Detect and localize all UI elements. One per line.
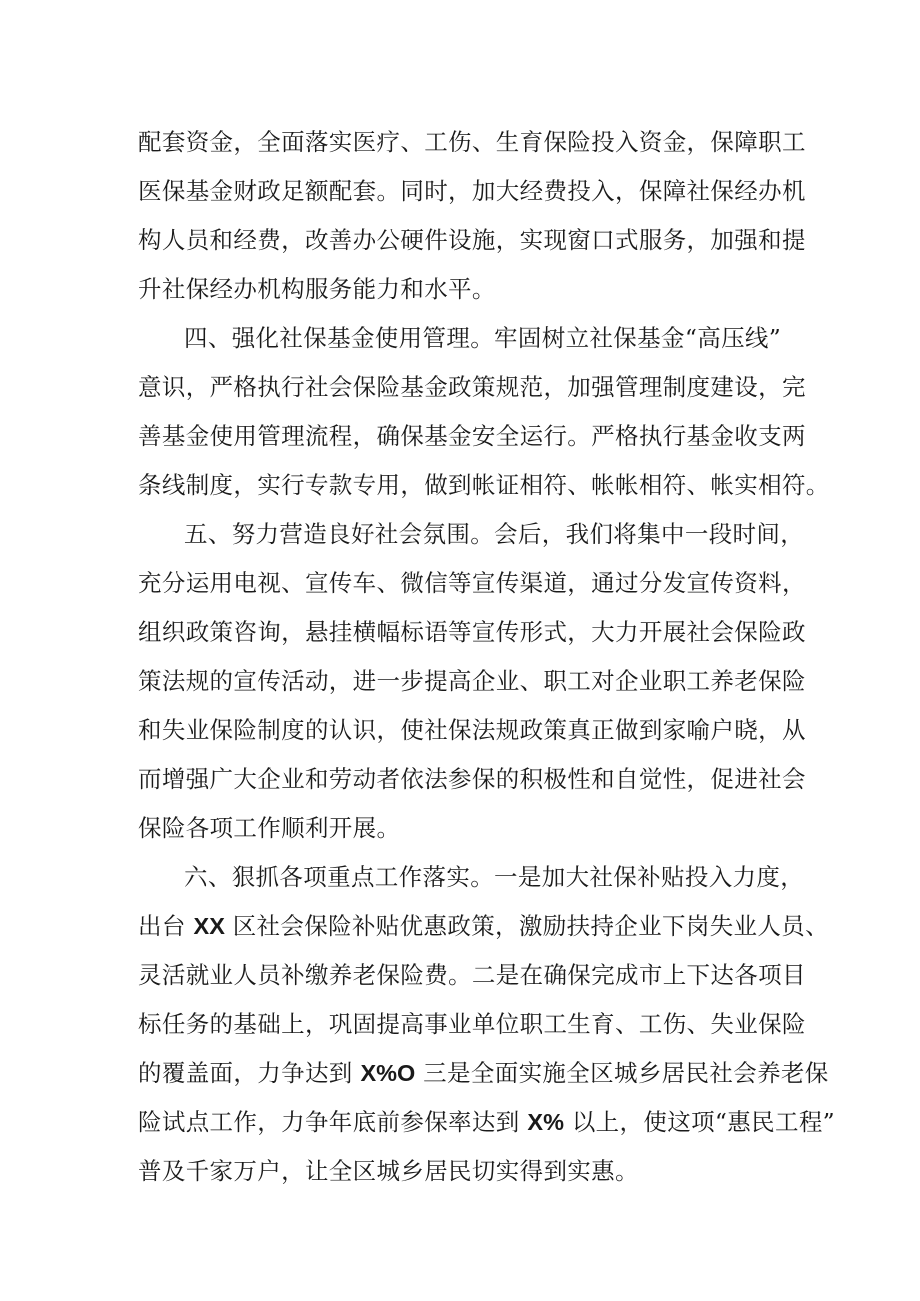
text-line: 条线制度，实行专款专用，做到帐证相符、帐帐相符、帐实相符。 xyxy=(138,471,830,499)
text-line: 配套资金，全面落实医疗、工伤、生育保险投入资金，保障职工 xyxy=(138,128,806,156)
text-line: 标任务的基础上，巩固提高事业单位职工生育、工伤、失业保险 xyxy=(138,1010,806,1038)
text-line: 出台 XX 区社会保险补贴优惠政策，激励扶持企业下岗失业人员、 xyxy=(138,912,829,940)
text-line: 充分运用电视、宣传车、微信等宣传渠道，通过分发宣传资料， xyxy=(138,569,806,597)
text-line: 而增强广大企业和劳动者依法参保的积极性和自觉性，促进社会 xyxy=(138,765,806,793)
text-line: 医保基金财政足额配套。同时，加大经费投入，保障社保经办机 xyxy=(138,177,806,205)
text-line: 普及千家万户，让全区城乡居民切实得到实惠。 xyxy=(138,1157,639,1185)
text-line: 四、强化社保基金使用管理。牢固树立社保基金“高压线” xyxy=(184,324,782,352)
text-line: 灵活就业人员补缴养老保险费。二是在确保完成市上下达各项目 xyxy=(138,961,806,989)
text-line: 五、努力营造良好社会氛围。会后，我们将集中一段时间， xyxy=(184,520,805,548)
text-line: 策法规的宣传活动，进一步提高企业、职工对企业职工养老保险 xyxy=(138,667,806,695)
text-line: 六、狠抓各项重点工作落实。一是加大社保补贴投入力度， xyxy=(184,863,805,891)
text-line: 和失业保险制度的认识，使社保法规政策真正做到家喻户晓，从 xyxy=(138,716,806,744)
text-line: 组织政策咨询，悬挂横幅标语等宣传形式，大力开展社会保险政 xyxy=(138,618,806,646)
text-line: 升社保经办机构服务能力和水平。 xyxy=(138,275,496,303)
text-line: 善基金使用管理流程，确保基金安全运行。严格执行基金收支两 xyxy=(138,422,806,450)
text-line: 保险各项工作顺利开展。 xyxy=(138,814,401,842)
text-line: 意识，严格执行社会保险基金政策规范，加强管理制度建设，完 xyxy=(138,373,806,401)
text-line: 的覆盖面，力争达到 X%O 三是全面实施全区城乡居民社会养老保 xyxy=(138,1059,829,1087)
text-line: 险试点工作，力争年底前参保率达到 X% 以上，使这项“惠民工程” xyxy=(138,1108,836,1136)
text-line: 构人员和经费，改善办公硬件设施，实现窗口式服务，加强和提 xyxy=(138,226,806,254)
